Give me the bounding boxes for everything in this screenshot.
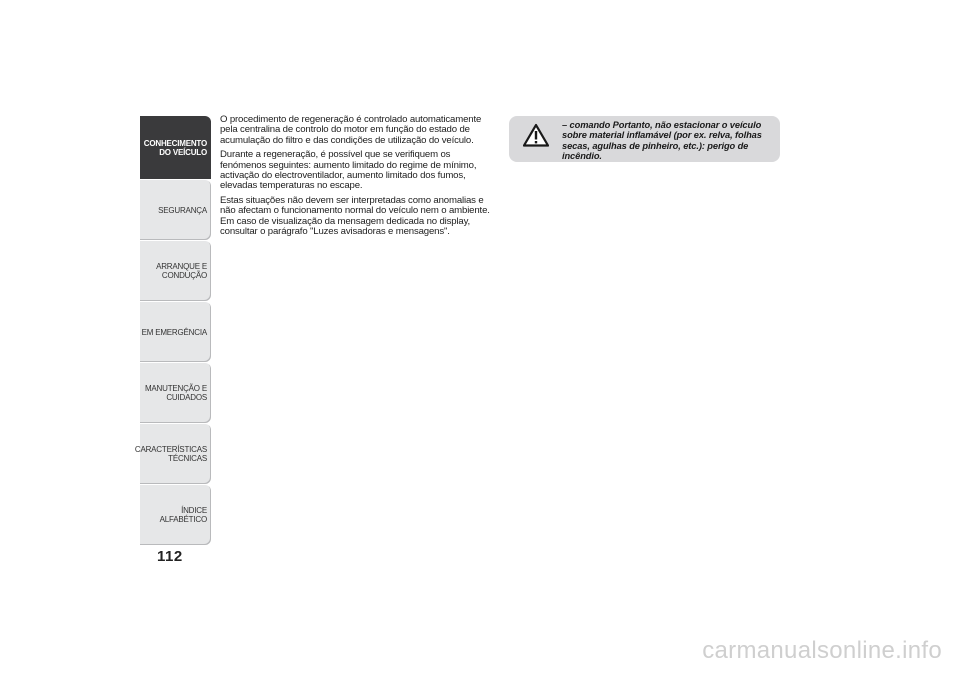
tab-indice-alfabetico[interactable]: ÍNDICE ALFABÉTICO — [140, 485, 211, 545]
paragraph: O procedimento de regeneração é controlado automaticamente pela centralina de controlo do motor em função do estado de acumulação do filtro e das condições de utilização do veículo. — [220, 114, 482, 146]
warning-triangle-icon — [523, 123, 549, 147]
warning-text: – comando Portanto, não estacionar o veículo sobre material inflamável (por ex. relva, folhas secas, agulhas de pinheiro, etc.): perigo de incêndio. — [562, 120, 762, 161]
body-text-column — [220, 115, 496, 241]
tab-caracteristicas-tecnicas[interactable]: CARACTERÍSTICAS TÉCNICAS — [140, 424, 211, 484]
watermark: carmanualsonline.info — [702, 637, 942, 664]
tab-em-emergencia[interactable]: EM EMERGÊNCIA — [140, 302, 211, 362]
chapter-tabs — [134, 116, 211, 546]
paragraph: Estas situações não devem ser interpretadas como anomalias e não afectam o funcionamento normal do veículo nem o ambiente. Em caso de visualização da mensagem dedicada no display, consultar o parágrafo "Luzes avisadoras e mensagens". — [220, 194, 490, 238]
tab-conhecimento-do-veiculo[interactable]: CONHECIMENTO DO VEÍCULO — [140, 116, 211, 179]
tab-seguranca[interactable]: SEGURANÇA — [140, 180, 211, 240]
warning-box — [509, 116, 780, 162]
tab-arranque-e-conducao[interactable]: ARRANQUE E CONDUÇÃO — [140, 241, 211, 301]
tab-manutencao-e-cuidados[interactable]: MANUTENÇÃO E CUIDADOS — [140, 363, 211, 423]
paragraph: Durante a regeneração, é possível que se verifiquem os fenómenos seguintes: aumento limitado do regime de mínimo, activação do electroventilador, aumento limitado dos fumos, elevadas temperaturas no escape. — [220, 149, 477, 192]
page-number: 112 — [157, 548, 183, 565]
